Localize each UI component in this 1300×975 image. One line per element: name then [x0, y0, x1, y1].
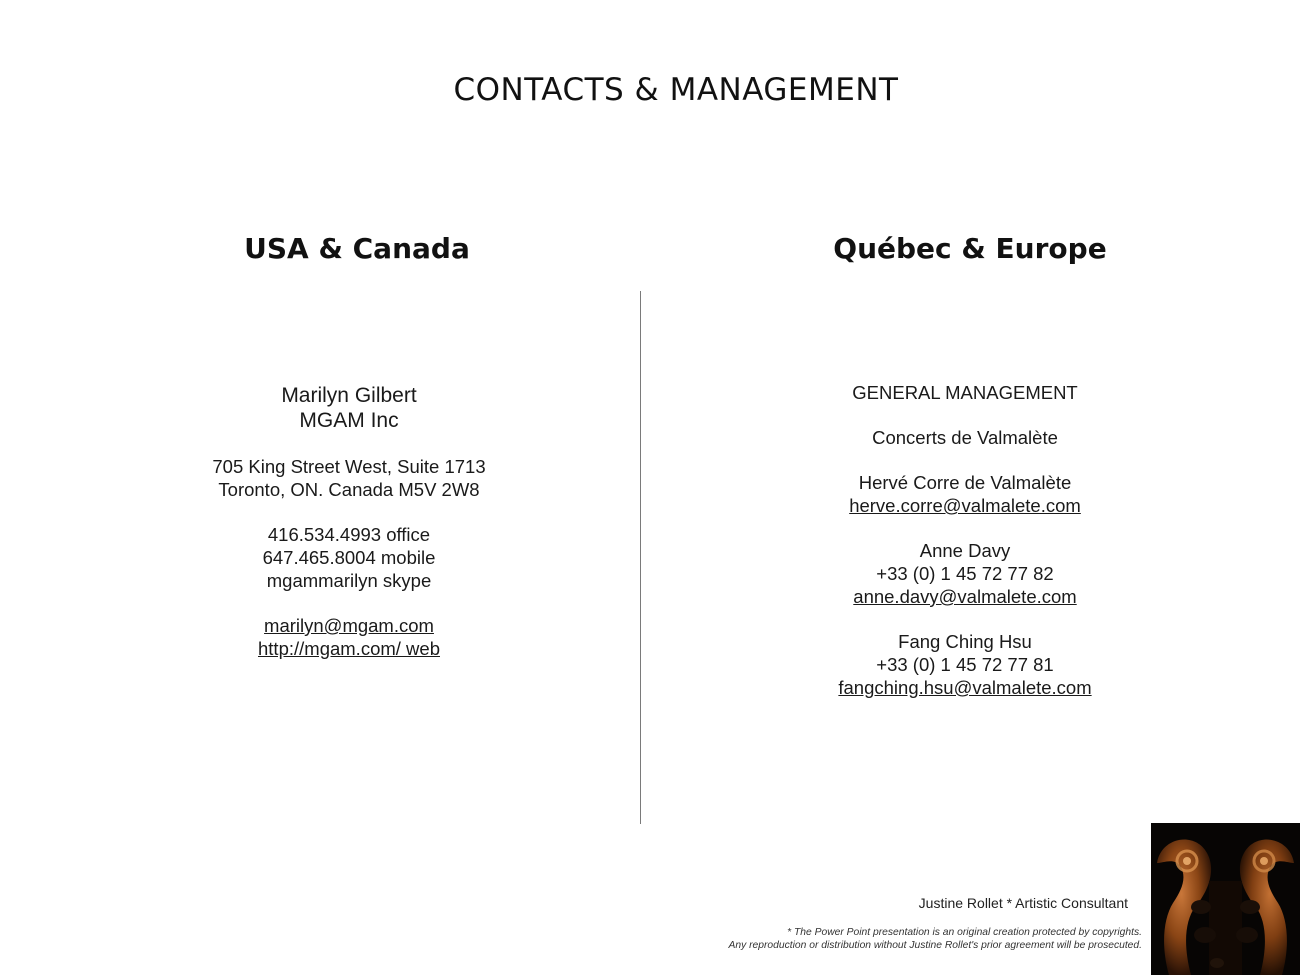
address-line-2: Toronto, ON. Canada M5V 2W8 [218, 479, 480, 500]
contact-name: Hervé Corre de Valmalète [858, 472, 1072, 493]
organization-name: Concerts de Valmalète [872, 427, 1058, 448]
contact-phone: +33 (0) 1 45 72 77 82 [876, 563, 1054, 584]
mobile-phone: 647.465.8004 mobile [262, 547, 436, 568]
usa-canada-contact-block [149, 383, 549, 660]
copyright-line: Any reproduction or distribution without Justine Rollet's prior agreement will be prosecuted. [728, 940, 1142, 951]
footer-credit: Justine Rollet * Artistic Consultant [918, 895, 1128, 911]
column-divider [640, 291, 641, 824]
quebec-europe-contact-block [765, 381, 1165, 699]
contact-name: Fang Ching Hsu [898, 631, 1032, 652]
copyright-line: * The Power Point presentation is an original creation protected by copyrights. [787, 927, 1142, 938]
skype-id: mgammarilyn skype [266, 570, 432, 591]
address-line-1: 705 King Street West, Suite 1713 [212, 456, 486, 477]
violin-scroll-icon [1151, 823, 1300, 975]
quebec-europe-heading: Québec & Europe [833, 232, 1107, 265]
copyright-notice [560, 926, 1142, 952]
office-phone: 416.534.4993 office [267, 524, 431, 545]
contact-phone: +33 (0) 1 45 72 77 81 [876, 654, 1054, 675]
email-link-anne[interactable]: anne.davy@valmalete.com [853, 586, 1077, 607]
usa-canada-heading: USA & Canada [244, 232, 470, 265]
role-label: GENERAL MANAGEMENT [852, 382, 1078, 403]
email-link-marilyn[interactable]: marilyn@mgam.com [264, 615, 434, 636]
contact-name: Marilyn Gilbert [281, 384, 417, 407]
contact-name: Anne Davy [919, 540, 1011, 561]
email-link-herve[interactable]: herve.corre@valmalete.com [849, 495, 1081, 516]
email-link-fangching[interactable]: fangching.hsu@valmalete.com [838, 677, 1092, 698]
contact-company: MGAM Inc [299, 409, 399, 432]
violin-scroll-image [1151, 823, 1300, 975]
page-title: CONTACTS & MANAGEMENT [453, 72, 899, 108]
website-link[interactable]: http://mgam.com/ web [258, 638, 440, 659]
